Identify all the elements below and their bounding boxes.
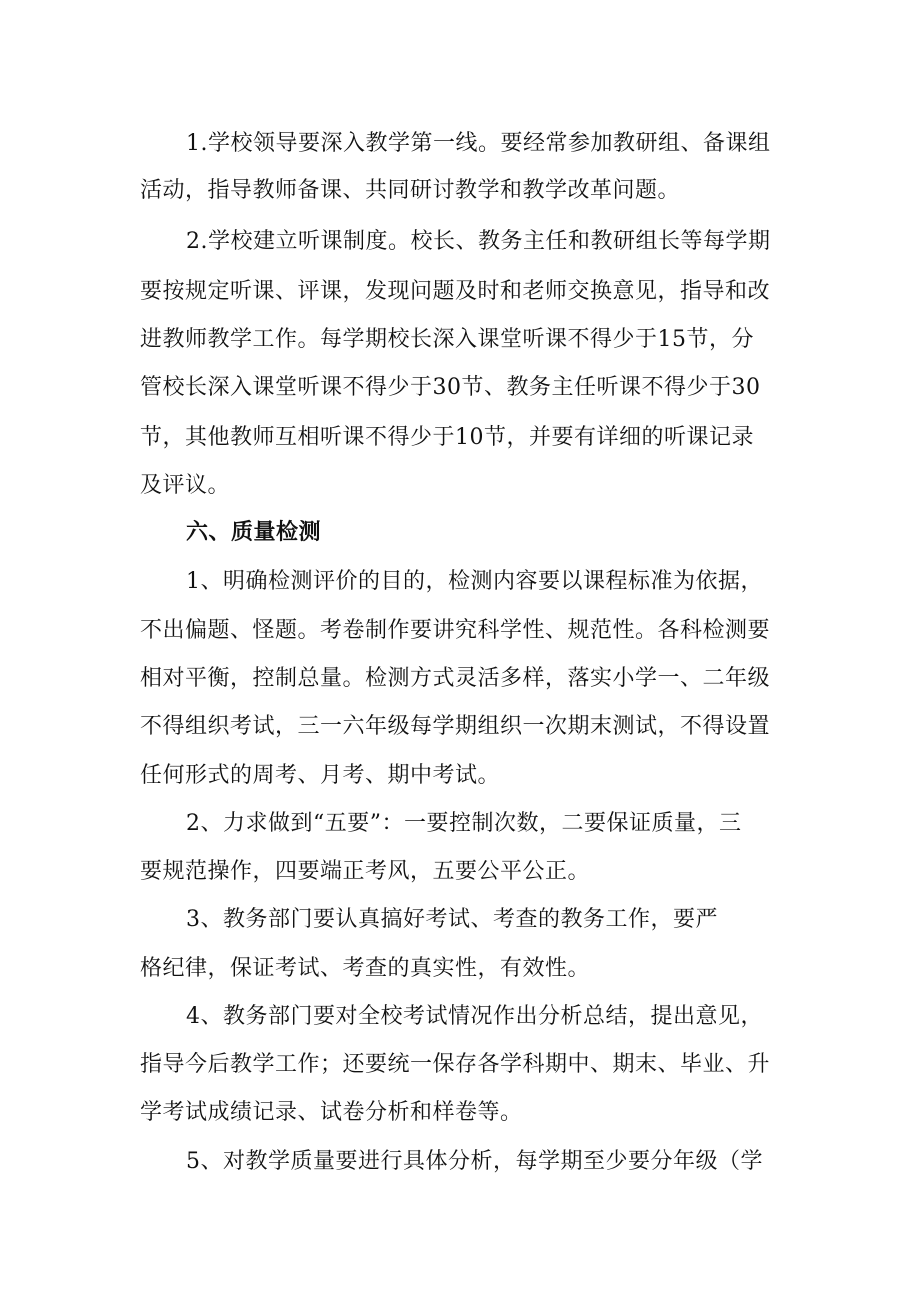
text-line: 管校长深入课堂听课不得少于30节、教务主任听课不得少于30: [140, 375, 761, 400]
text-line: 活动，指导教师备课、共同研讨教学和教学改革问题。: [140, 178, 681, 203]
text-line: 1.学校领导要深入教学第一线。要经常参加教研组、备课组: [186, 131, 771, 156]
text-line: 任何形式的周考、月考、期中考试。: [140, 763, 501, 788]
text-line: 指导今后教学工作；还要统一保存各学科期中、期末、毕业、升: [140, 1052, 771, 1077]
text-line: 学考试成绩记录、试卷分析和样卷等。: [140, 1100, 523, 1125]
text-line: 相对平衡，控制总量。检测方式灵活多样，落实小学一、二年级: [140, 666, 771, 691]
text-line: 格纪律，保证考试、考查的真实性，有效性。: [140, 956, 591, 981]
text-line: 5、对教学质量要进行具体分析，每学期至少要分年级（学: [186, 1149, 763, 1174]
text-line: 3、教务部门要认真搞好考试、考查的教务工作，要严: [186, 907, 718, 932]
text-line: 要规范操作，四要端正考风，五要公平公正。: [140, 859, 591, 884]
text-line: 不出偏题、怪题。考卷制作要讲究科学性、规范性。各科检测要: [140, 618, 771, 643]
text-line: 不得组织考试，三一六年级每学期组织一次期末测试，不得设置: [140, 714, 771, 739]
text-line: 4、教务部门要对全校考试情况作出分析总结，提出意见，: [186, 1004, 763, 1029]
text-line: 2.学校建立听课制度。校长、教务主任和教研组长等每学期: [186, 229, 771, 254]
text-line: 1、明确检测评价的目的，检测内容要以课程标准为依据，: [186, 569, 763, 594]
section-heading: 六、质量检测: [186, 520, 322, 545]
text-line: 及评议。: [140, 473, 231, 498]
text-line: 2、力求做到“五要”：一要控制次数，二要保证质量，三: [186, 811, 742, 836]
text-line: 要按规定听课、评课，发现问题及时和老师交换意见，指导和改: [140, 279, 771, 304]
text-line: 节，其他教师互相听课不得少于10节，并要有详细的听课记录: [140, 425, 754, 450]
text-line: 进教师教学工作。每学期校长深入课堂听课不得少于15节，分: [140, 327, 754, 352]
